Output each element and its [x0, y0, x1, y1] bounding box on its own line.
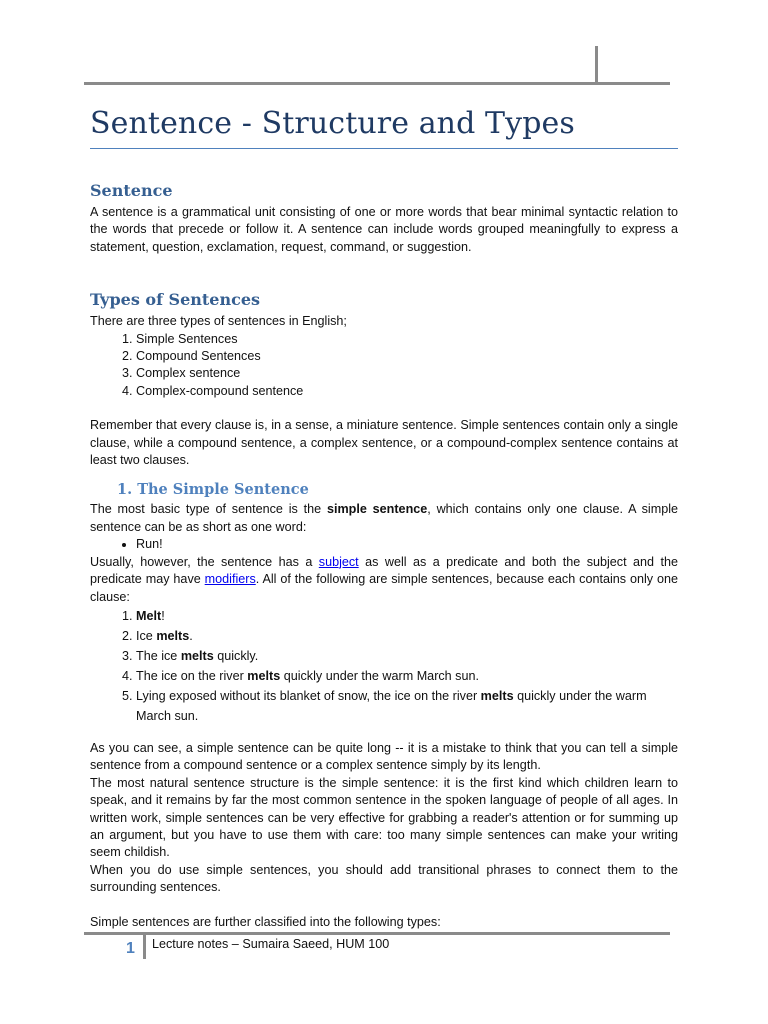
- footer-text: Lecture notes – Sumaira Saeed, HUM 100: [152, 937, 390, 951]
- footer-rule: [84, 932, 670, 935]
- subsection-title: The Simple Sentence: [137, 481, 309, 499]
- list-item: 2. Compound Sentences: [136, 348, 678, 365]
- list-item: 1. Simple Sentences: [136, 331, 678, 348]
- sentence-definition-paragraph: A sentence is a grammatical unit consisting of one or more words that bear minimal syntactic relation to the words that precede or follow it. A sentence can include words grouped meaningfully to express a statement, question, exclamation, request, command, or suggestion.: [90, 205, 678, 254]
- simple-definition-paragraph: The most basic type of sentence is the simple sentence, which contains only one clause. A simple sentence can be as short as one word:: [90, 502, 679, 534]
- page-title: Sentence - Structure and Types: [90, 106, 575, 141]
- list-item: 3. Complex sentence: [136, 365, 678, 382]
- document-body: [90, 178, 678, 931]
- bold-term: simple sentence: [326, 502, 428, 517]
- section-heading-sentence: Sentence: [90, 181, 173, 200]
- spacer: [90, 726, 678, 740]
- page-number: 1: [126, 940, 135, 957]
- list-item: 1. Melt!: [136, 606, 678, 626]
- list-item: 3. The ice melts quickly.: [136, 646, 678, 666]
- spacer: [90, 256, 678, 287]
- footer-tick: [143, 933, 146, 959]
- list-item: 4. Complex-compound sentence: [136, 383, 678, 400]
- spacer: [90, 469, 678, 479]
- subject-predicate-paragraph: Usually, however, the sentence has a subject as well as a predicate and both the subject and the predicate may have modifiers. All of the following are simple sentences, because each contains only one clause:: [90, 554, 678, 604]
- section-heading-types: Types of Sentences: [90, 290, 261, 310]
- types-list: [90, 331, 678, 401]
- spacer: [90, 897, 678, 914]
- bullet-list: [90, 536, 678, 553]
- classification-paragraph: Simple sentences are further classified into the following types:: [90, 914, 441, 929]
- list-item: 5. Lying exposed without its blanket of snow, the ice on the river melts quickly under the warm March sun.: [136, 686, 678, 726]
- transitional-phrases-paragraph: When you do use simple sentences, you should add transitional phrases to connect them to the surrounding sentences.: [90, 862, 678, 895]
- list-item: 4. The ice on the river melts quickly under the warm March sun.: [136, 666, 678, 686]
- title-underline: [90, 148, 678, 149]
- modifiers-link[interactable]: modifiers: [204, 572, 256, 587]
- length-paragraph: As you can see, a simple sentence can be quite long -- it is a mistake to think that you can tell a simple sentence from a compound sentence or a complex sentence simply by its length.: [90, 740, 678, 773]
- header-tick: [595, 46, 598, 83]
- types-intro: There are three types of sentences in English;: [90, 314, 347, 329]
- subsection-heading-simple: [90, 479, 678, 501]
- list-item: • Run!: [136, 536, 678, 553]
- natural-structure-paragraph: The most natural sentence structure is the simple sentence: it is the first kind which children learn to speak, and it remains by far the most common sentence in the spoken language of people of all ages. In written work, simple sentences can be very effective for grabbing a reader's attention or for summing up an argument, but you have to use them with care: too many simple sentences can make your writing seem childish.: [90, 775, 678, 860]
- clause-paragraph: Remember that every clause is, in a sense, a miniature sentence. Simple sentences contain only a single clause, while a compound sentence, a complex sentence, or a compound-complex sentence contains at least two clauses.: [90, 418, 678, 468]
- list-item: 2. Ice melts.: [136, 626, 678, 646]
- subject-link[interactable]: subject: [318, 554, 359, 569]
- subsection-number: 1.: [117, 481, 133, 499]
- header-rule: [84, 82, 670, 85]
- examples-list: [90, 606, 678, 726]
- spacer: [90, 400, 678, 417]
